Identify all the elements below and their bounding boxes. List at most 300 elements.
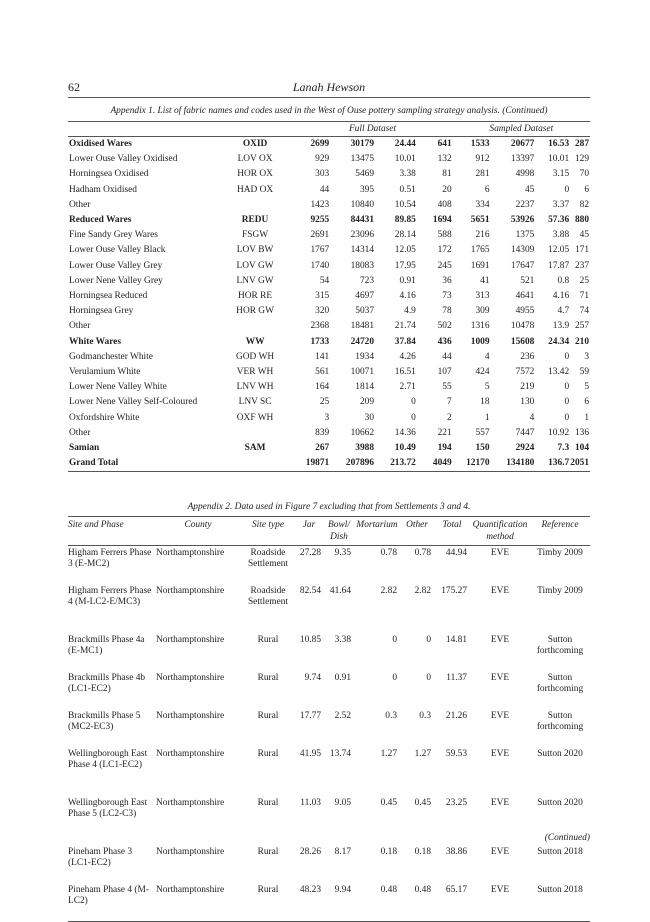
table-cell-bowl: 2.52	[334, 711, 351, 721]
table-cell: 5651	[470, 215, 490, 226]
table-row	[68, 335, 590, 350]
table-cell: 13.42	[548, 367, 570, 378]
table-cell-other: 0	[426, 673, 431, 683]
table-cell: 424	[475, 367, 490, 378]
column-header: Reference	[530, 517, 590, 546]
fabric-code: HAD OX	[236, 184, 274, 195]
table-cell: 0.51	[399, 184, 416, 195]
table-cell: 20	[442, 184, 452, 195]
table-row	[68, 883, 590, 922]
table-row	[68, 350, 590, 365]
fabric-name: Lower Nene Valley White	[69, 382, 167, 393]
table-cell-site: Brackmills Phase 4b (LC1-EC2)	[68, 673, 146, 695]
table-cell: 309	[475, 306, 490, 317]
fabric-name: Lower Ouse Valley Grey	[69, 260, 163, 271]
table-cell: 12170	[453, 456, 491, 472]
table-row	[68, 365, 590, 380]
appendix1-table	[68, 121, 590, 472]
table-cell-bowl: 8.17	[334, 847, 351, 857]
table-cell: 929	[315, 154, 330, 165]
table-cell-type: Roadside Settlement	[247, 586, 289, 608]
table-cell: 20677	[491, 137, 536, 153]
table-cell: 723	[359, 275, 375, 286]
table-cell: 561	[315, 367, 330, 378]
table-cell: 2.71	[399, 382, 416, 393]
table-cell: 1767	[310, 245, 330, 256]
column-header: Quantification method	[470, 517, 530, 546]
column-header: Site type	[242, 517, 294, 546]
table-cell: 132	[437, 154, 452, 165]
table-cell-bowl: 41.64	[329, 586, 351, 596]
table-cell-ref: Sutton 2018	[537, 847, 583, 857]
table-row	[68, 426, 590, 441]
table-cell: 15608	[510, 336, 535, 347]
table-cell: 18481	[350, 321, 375, 332]
fabric-code: VER WH	[236, 367, 274, 378]
table-cell: 18083	[350, 260, 375, 271]
table-row	[68, 259, 590, 274]
table-row	[68, 456, 590, 472]
table-row	[68, 441, 590, 456]
table-cell: 4.16	[399, 291, 416, 302]
table-cell: 1533	[453, 137, 491, 153]
table-cell: 6	[584, 184, 589, 195]
table-cell-method: EVE	[490, 635, 510, 645]
table-cell-total: 14.81	[445, 635, 467, 645]
appendix1-body	[68, 137, 590, 472]
table-cell: 4.16	[552, 291, 570, 302]
table-cell-bowl: 0.91	[334, 673, 351, 683]
table-cell-method: EVE	[490, 548, 510, 558]
table-cell: 2	[446, 412, 452, 423]
fabric-code	[218, 456, 293, 472]
table-cell-mort: 0.18	[380, 847, 397, 857]
fabric-code: LOV OX	[237, 154, 273, 165]
table-cell: 129	[574, 154, 589, 165]
table-cell: 25	[579, 275, 589, 286]
table-cell: 334	[475, 199, 490, 210]
table-cell-site: Pineham Phase 4 (M-LC2)	[68, 883, 154, 922]
table-cell: 219	[520, 382, 535, 393]
header-rule	[68, 97, 590, 98]
table-cell: 5037	[355, 306, 375, 317]
table-cell: 4641	[515, 291, 535, 302]
table-cell: 10478	[510, 321, 535, 332]
table-cell: 45	[524, 184, 535, 195]
table-cell: 303	[315, 169, 330, 180]
table-cell: 2691	[310, 230, 330, 241]
table-cell-total: 44.94	[445, 548, 467, 558]
fabric-name: Horningsea Reduced	[69, 291, 148, 302]
fabric-name: Oxidised Wares	[68, 137, 218, 153]
table-cell-site: Brackmills Phase 4a (E-MC1)	[68, 635, 145, 657]
table-cell-bowl: 9.94	[324, 883, 354, 922]
table-cell-site: Wellingborough East Phase 5 (LC2-C3)	[68, 798, 148, 820]
table-cell-county: Northamptonshire	[156, 635, 225, 645]
table-cell: 1694	[432, 215, 452, 226]
table-row	[68, 395, 590, 410]
table-cell: 5469	[355, 169, 375, 180]
table-cell: 71	[579, 291, 589, 302]
table-cell-other: 0.48	[400, 883, 434, 922]
table-cell-ref: Sutton forthcoming	[536, 635, 584, 657]
table-cell: 5	[584, 382, 589, 393]
group-sampled-dataset: Sampled Dataset	[453, 122, 590, 137]
table-row	[68, 796, 590, 845]
table-cell: 12.05	[548, 245, 570, 256]
table-cell-ref: Timby 2009	[537, 586, 583, 596]
table-cell: 21.74	[394, 321, 416, 332]
table-cell: 4.9	[404, 306, 416, 317]
table-cell: 3	[584, 351, 589, 362]
fabric-code: WW	[245, 336, 265, 347]
table-cell-mort: 0.48	[354, 883, 400, 922]
table-cell: 5	[484, 382, 490, 393]
table-cell: 70	[579, 169, 589, 180]
column-header: Other	[400, 517, 434, 546]
table-cell: 245	[437, 260, 452, 271]
table-cell-total: 59.53	[445, 749, 467, 759]
table-row	[68, 411, 590, 426]
fabric-code: FSGW	[242, 230, 269, 241]
table-cell: 28.14	[394, 230, 416, 241]
table-cell-bowl: 9.35	[334, 548, 351, 558]
table-cell: 0	[564, 184, 570, 195]
table-cell-ref: Timby 2009	[537, 548, 583, 558]
table-cell: 320	[315, 306, 330, 317]
table-cell: 41	[480, 275, 490, 286]
page-number: 62	[68, 80, 80, 94]
table-cell: 2699	[292, 137, 330, 153]
table-cell-mort: 0.3	[385, 711, 397, 721]
table-cell-method: EVE	[490, 798, 510, 808]
table-cell: 3988	[355, 443, 375, 454]
table-cell: 912	[475, 154, 490, 165]
table-cell: 1	[484, 412, 490, 423]
table-cell: 0	[411, 397, 416, 408]
fabric-name: Godmanchester White	[69, 351, 153, 362]
page-header	[68, 80, 590, 96]
table-row	[68, 289, 590, 304]
fabric-name: Verulamium White	[69, 367, 141, 378]
table-cell: 0	[411, 412, 416, 423]
continued-note: (Continued)	[544, 833, 590, 843]
table-cell-site: Higham Ferrers Phase 4 (M-LC2-E/MC3)	[68, 586, 152, 608]
table-cell-total: 175.27	[441, 586, 467, 596]
table-cell: 130	[520, 397, 535, 408]
table-cell-county: Northamptonshire	[156, 586, 225, 596]
table-cell: 74	[579, 306, 589, 317]
table-cell-type: Roadside Settlement	[247, 548, 289, 570]
table-cell-type: Rural	[242, 883, 294, 922]
table-cell: 24.44	[375, 137, 417, 153]
table-cell: 18	[480, 397, 490, 408]
table-cell-type: Rural	[257, 798, 279, 808]
table-cell: 19871	[292, 456, 330, 472]
table-cell-total: 21.26	[445, 711, 467, 721]
table-cell-site: Wellingborough East Phase 4 (LC1-EC2)	[68, 749, 148, 771]
appendix2-table	[68, 516, 590, 922]
table-cell: 45	[579, 230, 589, 241]
table-cell-county: Northamptonshire	[156, 749, 225, 759]
fabric-name: Other	[69, 199, 91, 210]
table-cell: 4697	[355, 291, 375, 302]
table-cell-bowl: 9.05	[334, 798, 351, 808]
table-row	[68, 137, 590, 153]
table-cell: 1691	[470, 260, 490, 271]
table-cell: 164	[315, 382, 330, 393]
table-cell-jar: 41.95	[299, 749, 321, 759]
table-cell: 281	[475, 169, 490, 180]
table-cell: 1316	[470, 321, 490, 332]
table-cell: 7572	[515, 367, 535, 378]
fabric-code: HOR RE	[238, 291, 273, 302]
table-cell: 10.01	[394, 154, 416, 165]
fabric-name: Lower Ouse Valley Black	[69, 245, 166, 256]
table-cell-jar: 11.03	[300, 798, 321, 808]
table-cell-ref: Sutton 2020	[537, 798, 583, 808]
table-cell: 1	[584, 412, 589, 423]
table-cell: 1740	[310, 260, 330, 271]
table-cell: 134180	[491, 456, 536, 472]
table-cell: 221	[437, 427, 452, 438]
table-cell: 36	[442, 275, 452, 286]
running-head: Lanah Hewson	[292, 80, 366, 94]
table-cell-jar: 27.28	[299, 548, 321, 558]
table-cell: 1375	[515, 230, 535, 241]
table-row	[68, 304, 590, 319]
table-cell-method: EVE	[490, 586, 510, 596]
fabric-code: LNV GW	[236, 275, 274, 286]
table-cell: 395	[359, 184, 375, 195]
table-cell-jar: 17.77	[299, 711, 321, 721]
table-cell-other: 2.82	[414, 586, 431, 596]
table-cell: 10.01	[548, 154, 570, 165]
table-cell: 237	[574, 260, 589, 271]
table-cell: 89.85	[394, 215, 416, 226]
table-cell: 2368	[310, 321, 330, 332]
table-cell: 13.9	[552, 321, 570, 332]
table-cell: 82	[579, 199, 589, 210]
table-row	[68, 319, 590, 334]
table-cell: 216	[475, 230, 490, 241]
table-cell-other: 0.78	[414, 548, 431, 558]
table-cell: 13397	[510, 154, 535, 165]
table-row	[68, 584, 590, 633]
table-cell-ref: Sutton 2018	[530, 883, 590, 922]
table-cell: 287	[570, 137, 590, 153]
table-cell: 7.3	[557, 443, 570, 454]
fabric-name: Grand Total	[68, 456, 218, 472]
fabric-code: HOR OX	[237, 169, 273, 180]
table-cell: 10840	[350, 199, 375, 210]
table-row	[68, 671, 590, 709]
table-cell: 171	[574, 245, 589, 256]
table-row	[68, 709, 590, 747]
table-cell: 136.7	[535, 456, 570, 472]
table-cell: 37.84	[394, 336, 416, 347]
table-row	[68, 633, 590, 671]
table-cell: 13475	[350, 154, 375, 165]
table-cell-county: Northamptonshire	[156, 847, 225, 857]
table-cell: 57.36	[548, 215, 570, 226]
fabric-name: Lower Ouse Valley Oxidised	[69, 154, 178, 165]
table-cell: 3.38	[399, 169, 416, 180]
table-row	[68, 274, 590, 289]
table-cell: 0.8	[557, 275, 570, 286]
table-cell: 44	[319, 184, 330, 195]
fabric-code: OXF WH	[236, 412, 274, 423]
table-cell: 4.26	[399, 351, 416, 362]
fabric-code: LOV GW	[236, 260, 274, 271]
fabric-name: Hadham Oxidised	[69, 184, 137, 195]
table-cell: 0.91	[399, 275, 416, 286]
table-cell: 1814	[355, 382, 375, 393]
table-cell: 44	[442, 351, 452, 362]
fabric-code	[218, 198, 293, 213]
table-cell: 16.51	[394, 367, 416, 378]
table-cell: 24720	[350, 336, 375, 347]
table-cell: 104	[574, 443, 589, 454]
appendix1-caption: Appendix 1. List of fabric names and codes used in the West of Ouse pottery sampling strategy analysis. (Continued)	[110, 106, 548, 116]
appendix1-group-header	[68, 122, 590, 137]
table-cell: 53926	[510, 215, 535, 226]
fabric-name: Oxfordshire White	[69, 412, 140, 423]
table-cell-method: EVE	[490, 749, 510, 759]
table-cell: 81	[442, 169, 452, 180]
table-cell-method: EVE	[490, 847, 510, 857]
fabric-code: GOD WH	[236, 351, 275, 362]
table-cell: 6	[584, 397, 589, 408]
table-cell-ref: Sutton 2020	[537, 749, 583, 759]
table-cell: 17.87	[548, 260, 570, 271]
table-cell: 1934	[355, 351, 375, 362]
table-cell: 313	[475, 291, 490, 302]
table-cell: 14.36	[394, 427, 416, 438]
table-cell: 1765	[470, 245, 490, 256]
table-cell-county: Northamptonshire	[156, 673, 225, 683]
table-cell: 4049	[417, 456, 453, 472]
table-cell: 7	[446, 397, 452, 408]
column-header: Mortarium	[354, 517, 400, 546]
fabric-name: Fine Sandy Grey Wares	[69, 230, 158, 241]
table-cell: 588	[437, 230, 452, 241]
table-cell: 7447	[515, 427, 535, 438]
table-cell: 9255	[310, 215, 330, 226]
table-row	[68, 183, 590, 198]
table-cell: 315	[315, 291, 330, 302]
table-cell: 4998	[515, 169, 535, 180]
table-cell-mort: 2.82	[380, 586, 397, 596]
fabric-name: Horningsea Grey	[69, 306, 134, 317]
table-cell: 6	[484, 184, 490, 195]
table-cell: 54	[319, 275, 330, 286]
table-cell: 73	[442, 291, 452, 302]
table-cell: 150	[475, 443, 490, 454]
table-cell: 236	[520, 351, 535, 362]
table-cell: 2924	[515, 443, 535, 454]
table-cell: 521	[520, 275, 535, 286]
fabric-code: REDU	[241, 215, 269, 226]
table-cell: 4	[529, 412, 535, 423]
table-cell: 17647	[510, 260, 535, 271]
table-cell-type: Rural	[257, 673, 279, 683]
table-cell: 267	[315, 443, 330, 454]
table-cell: 3.88	[552, 230, 570, 241]
table-cell-total: 38.86	[445, 847, 467, 857]
table-cell-type: Rural	[257, 635, 279, 645]
table-cell-jar: 9.74	[304, 673, 321, 683]
table-cell-site: Brackmills Phase 5 (MC2-EC3)	[68, 711, 141, 733]
table-cell: 78	[442, 306, 452, 317]
table-cell: 141	[315, 351, 330, 362]
table-cell: 2051	[570, 456, 590, 472]
table-cell: 1009	[470, 336, 490, 347]
table-cell-other: 0	[426, 635, 431, 645]
table-row	[68, 380, 590, 395]
table-row	[68, 198, 590, 213]
table-cell: 4955	[515, 306, 535, 317]
column-header: County	[154, 517, 242, 546]
fabric-name: Other	[69, 321, 91, 332]
table-cell: 10662	[350, 427, 375, 438]
table-cell: 839	[315, 427, 330, 438]
table-cell-bowl: 13.74	[329, 749, 351, 759]
table-cell: 30179	[330, 137, 375, 153]
table-cell: 502	[437, 321, 452, 332]
table-cell-site: Higham Ferrers Phase 3 (E-MC2)	[68, 548, 152, 570]
table-cell: 641	[417, 137, 453, 153]
table-cell: 172	[437, 245, 452, 256]
table-cell: 210	[574, 336, 589, 347]
table-row	[68, 243, 590, 258]
table-cell-type: Rural	[257, 749, 279, 759]
fabric-name: Other	[69, 427, 91, 438]
fabric-code: SAM	[244, 443, 266, 454]
table-cell: 14314	[350, 245, 375, 256]
table-cell-county: Northamptonshire	[156, 711, 225, 721]
table-cell: 16.53	[535, 137, 570, 153]
table-cell-county: Northamptonshire	[154, 883, 242, 922]
table-cell: 408	[437, 199, 452, 210]
fabric-name: White Wares	[69, 336, 121, 347]
table-cell-jar: 82.54	[299, 586, 321, 596]
table-cell-total: 65.17	[434, 883, 470, 922]
table-cell: 23096	[350, 230, 375, 241]
table-cell: 4	[484, 351, 490, 362]
table-cell-type: Rural	[257, 711, 279, 721]
table-cell: 24.34	[548, 336, 570, 347]
table-cell-mort: 0	[392, 635, 397, 645]
fabric-code: OXID	[218, 137, 293, 153]
table-cell: 136	[574, 427, 589, 438]
table-cell-county: Northamptonshire	[156, 798, 225, 808]
table-cell: 10.54	[394, 199, 416, 210]
table-cell: 10.49	[394, 443, 416, 454]
column-header: Total	[434, 517, 470, 546]
table-cell: 84431	[350, 215, 375, 226]
table-cell-other: 0.45	[414, 798, 431, 808]
table-cell-mort: 0	[392, 673, 397, 683]
table-cell: 880	[574, 215, 589, 226]
table-cell: 1423	[310, 199, 330, 210]
table-cell-type: Rural	[257, 847, 279, 857]
fabric-code: HOR GW	[236, 306, 274, 317]
table-cell: 557	[475, 427, 490, 438]
table-cell: 207896	[330, 456, 375, 472]
table-cell: 10071	[350, 367, 375, 378]
column-header: Site and Phase	[68, 517, 154, 546]
